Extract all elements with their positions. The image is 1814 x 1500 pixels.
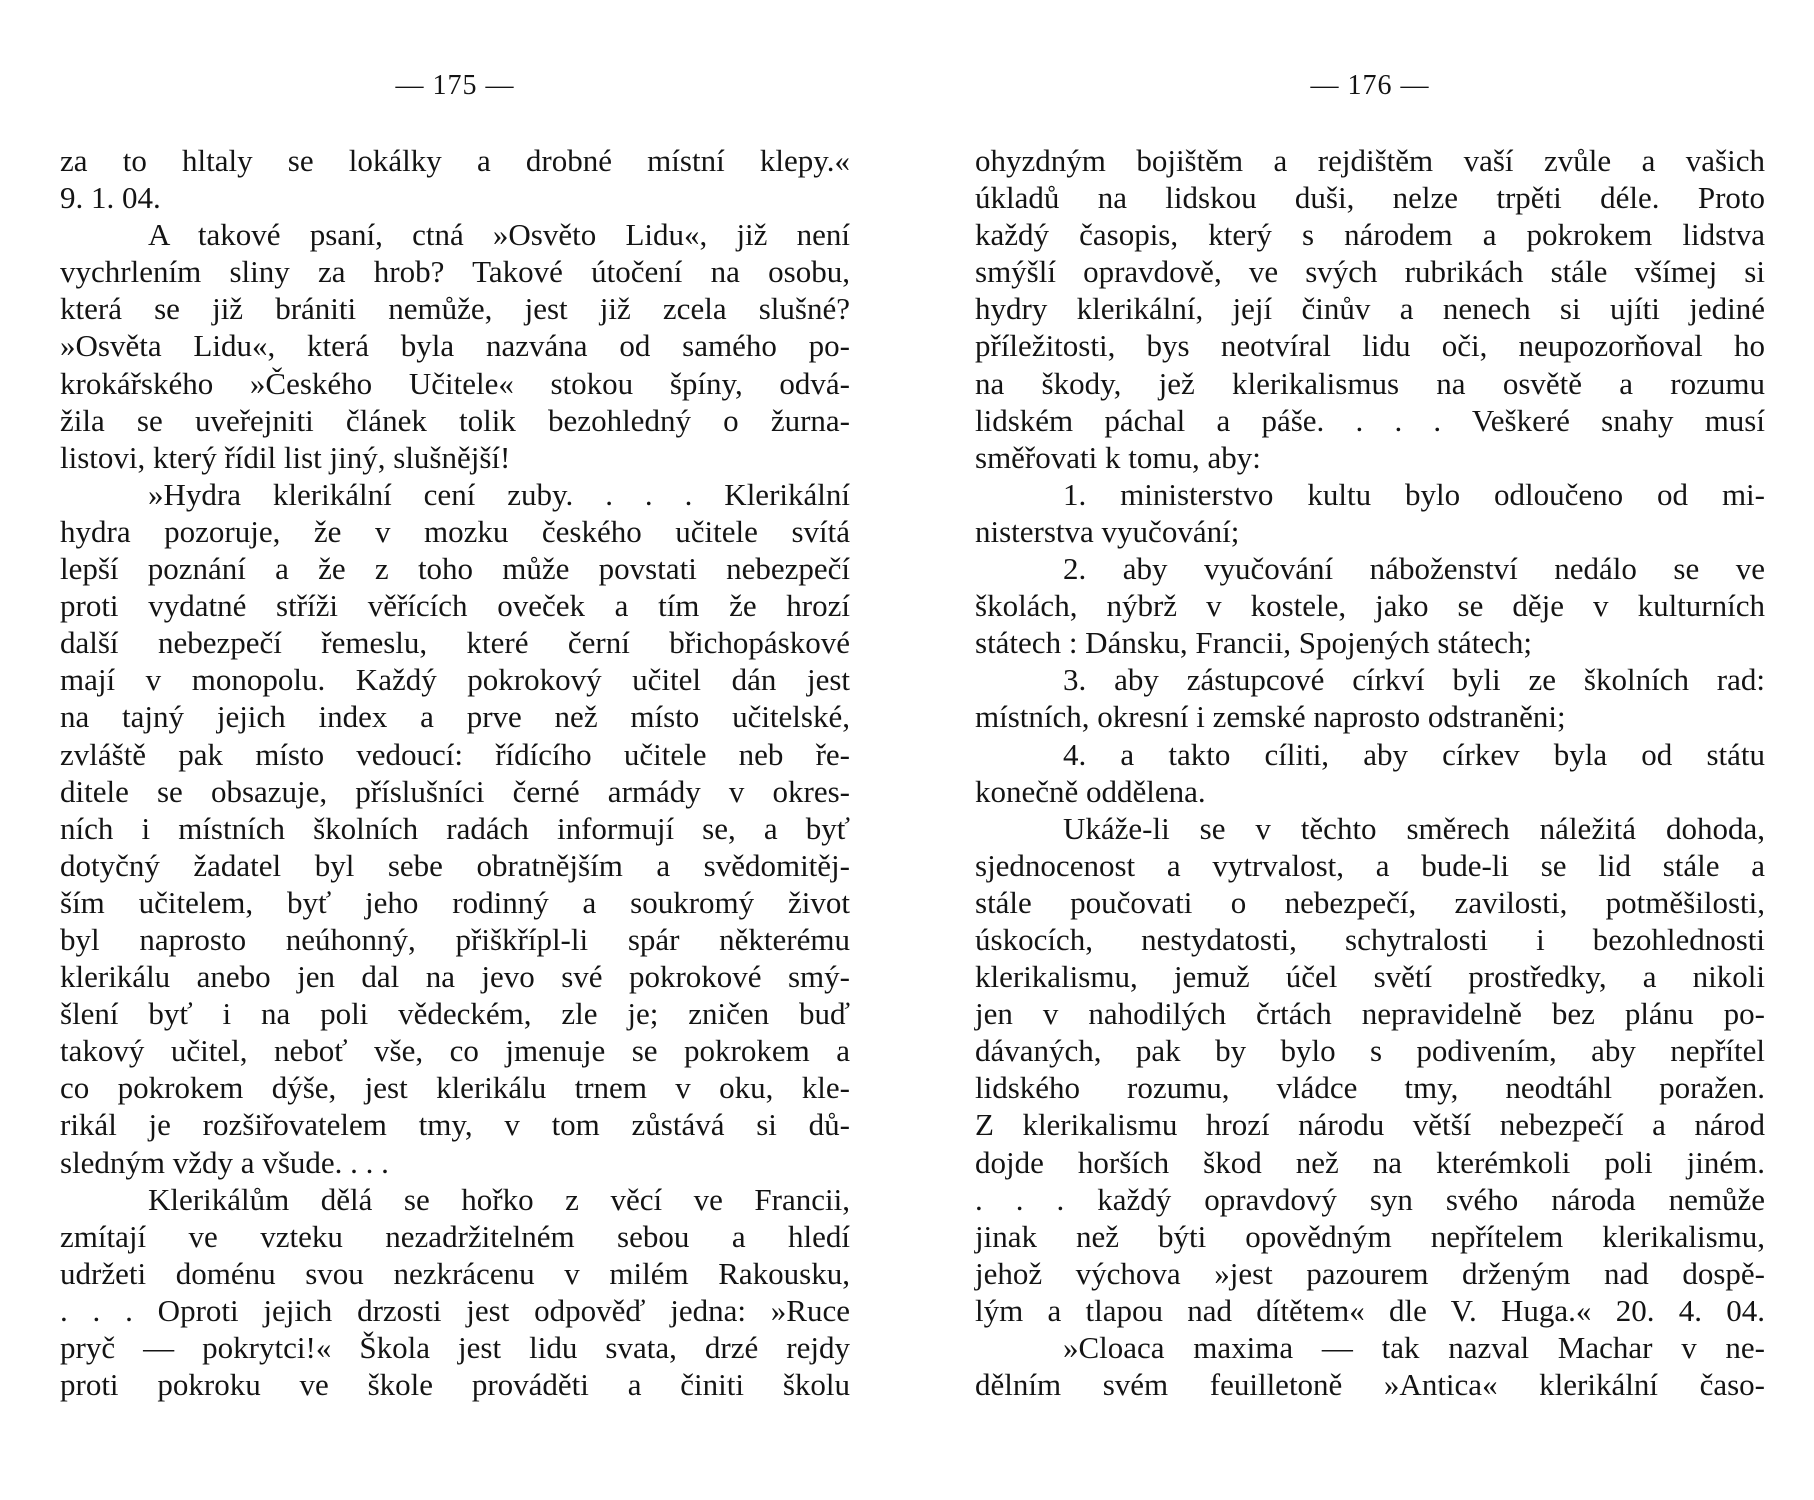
text-line: příležitosti, bys neotvíral lidu oči, neupozorňoval ho bbox=[975, 328, 1765, 364]
text-line: ším učitelem, byť jeho rodinný a soukromý život bbox=[60, 884, 850, 920]
text-line: lidském páchal a páše. . . . Veškeré snahy musí bbox=[975, 402, 1765, 438]
text-line: »Cloaca maxima — tak nazval Machar v ne- bbox=[1063, 1330, 1765, 1365]
left-page bbox=[60, 0, 850, 1500]
text-line: žila se uveřejniti článek tolik bezohledný o žurna- bbox=[60, 402, 850, 438]
text-line: konečně oddělena. bbox=[975, 773, 1206, 809]
text-line: stále poučovati o nebezpečí, zavilosti, potměšilosti, bbox=[975, 884, 1765, 920]
text-line: 1. ministerstvo kultu bylo odloučeno od mi- bbox=[1063, 476, 1765, 512]
text-line: jinak než býti opovědným nepřítelem klerikalismu, bbox=[975, 1218, 1765, 1254]
text-line: nisterstva vyučování; bbox=[975, 513, 1240, 549]
text-line: byl naprosto neúhonný, přiškřípl-li spár některému bbox=[60, 921, 850, 957]
text-line: mají v monopolu. Každý pokrokový učitel dán jest bbox=[60, 662, 850, 698]
text-line: dotyčný žadatel byl sebe obratnějším a svědomitěj- bbox=[60, 847, 850, 883]
text-line: sledným vždy a všude. . . . bbox=[60, 1144, 389, 1180]
text-line: pryč — pokrytci!« Škola jest lidu svata, drzé rejdy bbox=[60, 1330, 850, 1365]
text-line: lepší poznání a že z toho může povstati nebezpečí bbox=[60, 551, 850, 587]
text-line: Ukáže-li se v těchto směrech náležitá dohoda, bbox=[1063, 810, 1765, 846]
text-line: jehož výchova »jest pazourem drženým nad dospě- bbox=[975, 1255, 1765, 1291]
text-line: ohyzdným bojištěm a rejdištěm vaší zvůle a vašich bbox=[975, 143, 1765, 178]
page-number: — 175 — bbox=[395, 70, 515, 101]
text-line: 3. aby zástupcové církví byli ze školních rad: bbox=[1063, 662, 1765, 698]
text-line: 9. 1. 04. bbox=[60, 180, 161, 216]
text-line: listovi, který řídil list jiný, slušnější! bbox=[60, 439, 511, 475]
text-line: klerikálu anebo jen dal na jevo své pokrokové smý- bbox=[60, 959, 850, 995]
text-line: »Osvěta Lidu«, která byla nazvána od samého po- bbox=[60, 328, 850, 364]
text-line: za to hltaly se lokálky a drobné místní klepy.« bbox=[60, 143, 850, 178]
text-line: jen v nahodilých črtách nepravidelně bez plánu po- bbox=[975, 996, 1765, 1032]
body-text bbox=[60, 142, 850, 1403]
text-line: . . . každý opravdový syn svého národa nemůže bbox=[975, 1181, 1765, 1217]
text-line: takový učitel, neboť vše, co jmenuje se pokrokem a bbox=[60, 1033, 850, 1069]
text-line: co pokrokem dýše, jest klerikálu trnem v oku, kle- bbox=[60, 1070, 850, 1106]
text-line: dojde horších škod než na kterémkoli poli jiném. bbox=[975, 1144, 1765, 1180]
text-line: A takové psaní, ctná »Osvěto Lidu«, již není bbox=[148, 217, 850, 253]
text-line: úskocích, nestydatosti, schytralosti i bezohlednosti bbox=[975, 921, 1765, 957]
text-line: směřovati k tomu, aby: bbox=[975, 439, 1261, 475]
text-line: úkladů na lidskou duši, nelze trpěti déle. Proto bbox=[975, 180, 1765, 216]
text-line: klerikalismu, jemuž účel světí prostředky, a nikoli bbox=[975, 959, 1765, 995]
text-line: místních, okresní i zemské naprosto odstraněni; bbox=[975, 699, 1566, 735]
text-line: proti pokroku ve škole prováděti a činiti školu bbox=[60, 1367, 850, 1403]
text-line: šlení byť i na poli vědeckém, zle je; zničen buď bbox=[60, 996, 850, 1032]
text-line: proti vydatné stříži věřících oveček a tím že hrozí bbox=[60, 588, 850, 624]
text-line: ních i místních školních radách informují se, a byť bbox=[60, 810, 850, 846]
text-line: 2. aby vyučování náboženství nedálo se ve bbox=[1063, 551, 1765, 587]
text-line: udržeti doménu svou nezkrácenu v milém Rakousku, bbox=[60, 1255, 850, 1291]
text-line: státech : Dánsku, Francii, Spojených státech; bbox=[975, 625, 1533, 661]
page-number: — 176 — bbox=[1310, 70, 1430, 101]
text-line: krokářského »Českého Učitele« stokou špíny, odvá- bbox=[60, 365, 850, 401]
text-line: rikál je rozšiřovatelem tmy, v tom zůstává si dů- bbox=[60, 1107, 850, 1143]
text-line: . . . Oproti jejich drzosti jest odpověď jedna: »Ruce bbox=[60, 1292, 850, 1328]
text-line: dávaných, pak by bylo s podivením, aby nepřítel bbox=[975, 1033, 1765, 1069]
text-line: vychrlením sliny za hrob? Takové útočení na osobu, bbox=[60, 254, 850, 290]
text-line: smýšlí opravdově, ve svých rubrikách stále všímej si bbox=[975, 254, 1765, 290]
text-line: »Hydra klerikální cení zuby. . . . Klerikální bbox=[148, 476, 850, 512]
text-line: Klerikálům dělá se hořko z věcí ve Francii, bbox=[148, 1181, 850, 1217]
text-line: Z klerikalismu hrozí národu větší nebezpečí a národ bbox=[975, 1107, 1765, 1143]
text-line: sjednocenost a vytrvalost, a bude-li se lid stále a bbox=[975, 847, 1765, 883]
text-line: 4. a takto cíliti, aby církev byla od státu bbox=[1063, 736, 1765, 772]
text-line: zmítají ve vzteku nezadržitelném sebou a hledí bbox=[60, 1218, 850, 1254]
body-text bbox=[975, 142, 1765, 1403]
text-line: lým a tlapou nad dítětem« dle V. Huga.« 20. 4. 04. bbox=[975, 1292, 1765, 1328]
text-line: na tajný jejich index a prve než místo učitelské, bbox=[60, 699, 850, 735]
text-line: která se již brániti nemůže, jest již zcela slušné? bbox=[60, 291, 850, 327]
text-line: ditele se obsazuje, příslušníci černé armády v okres- bbox=[60, 773, 850, 809]
right-page bbox=[975, 0, 1765, 1500]
text-line: dělním svém feuilletoně »Antica« klerikální časo- bbox=[975, 1367, 1765, 1403]
text-line: na škody, jež klerikalismus na osvětě a rozumu bbox=[975, 365, 1765, 401]
text-line: každý časopis, který s národem a pokrokem lidstva bbox=[975, 217, 1765, 253]
text-line: lidského rozumu, vládce tmy, neodtáhl poražen. bbox=[975, 1070, 1765, 1106]
text-line: školách, nýbrž v kostele, jako se děje v kulturních bbox=[975, 588, 1765, 624]
text-line: hydry klerikální, její činův a nenech si ujíti jediné bbox=[975, 291, 1765, 327]
text-line: zvláště pak místo vedoucí: řídícího učitele neb ře- bbox=[60, 736, 850, 772]
text-line: další nebezpečí řemeslu, které černí břichopáskové bbox=[60, 625, 850, 661]
text-line: hydra pozoruje, že v mozku českého učitele svítá bbox=[60, 513, 850, 549]
